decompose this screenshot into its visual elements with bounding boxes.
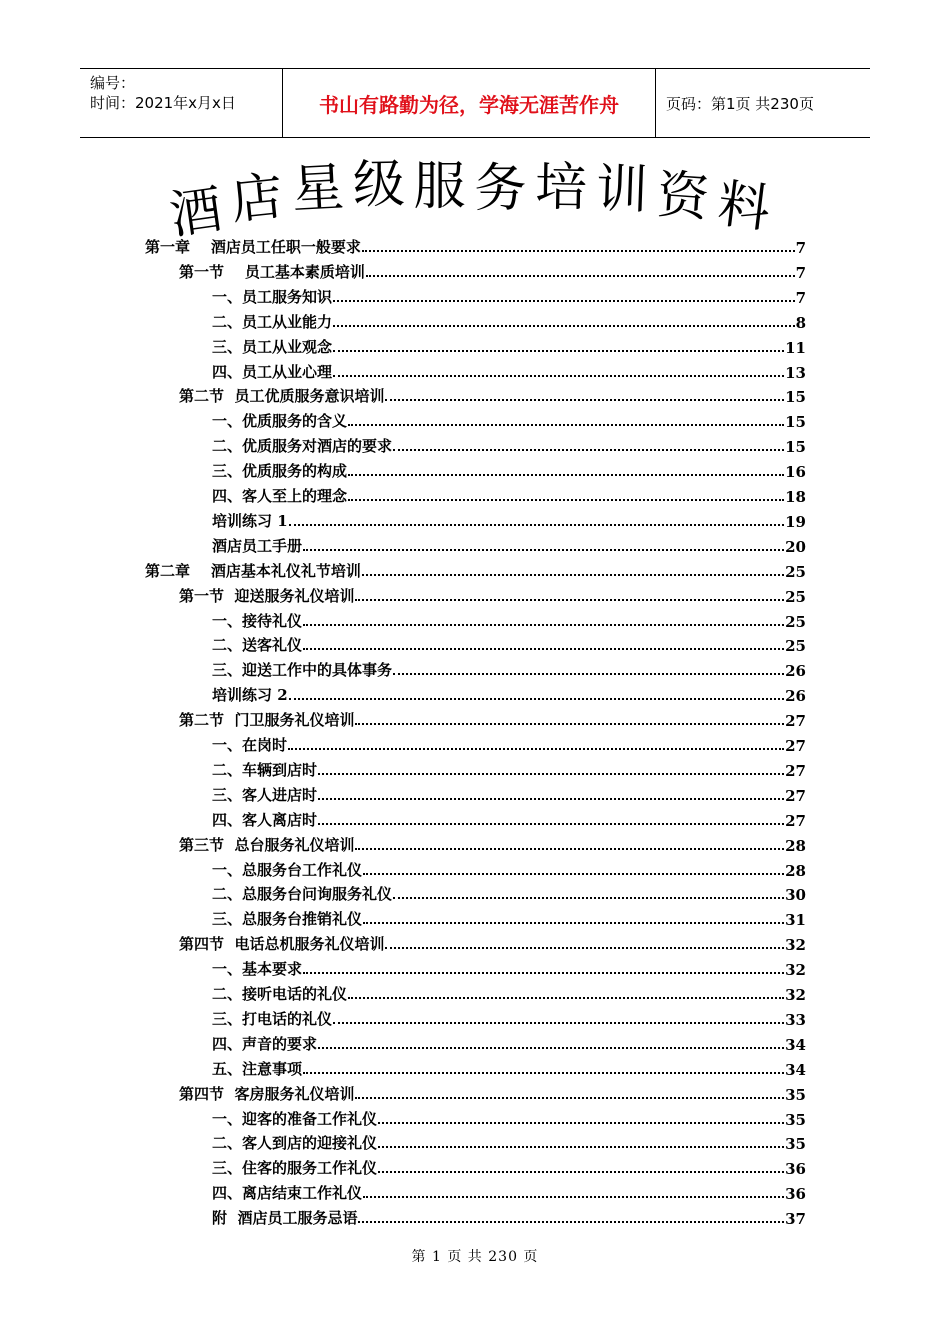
toc-entry-label: 一、总服务台工作礼仪 [212, 860, 363, 879]
toc-entry-page: 15 [785, 413, 806, 432]
toc-entry-label: 酒店员工手册 [212, 536, 303, 555]
toc-entry[interactable] [145, 557, 806, 581]
toc-entry-page: 32 [785, 986, 806, 1004]
toc-entry[interactable] [179, 831, 806, 855]
toc-entry[interactable] [212, 308, 806, 332]
toc-entry-label: 第二节 门卫服务礼仪培训 [179, 711, 355, 730]
title-char: 酒 [166, 179, 226, 247]
toc-leader-dots [362, 574, 784, 576]
toc-entry-label: 第一节 迎送服务礼仪培训 [179, 586, 355, 605]
toc-entry[interactable] [212, 407, 806, 431]
toc-entry[interactable] [212, 1030, 806, 1054]
toc-leader-dots [393, 897, 784, 899]
title-char: 服 [413, 157, 466, 217]
toc-entry-label: 第二节 员工优质服务意识培训 [179, 387, 385, 406]
title-char: 资 [654, 165, 712, 229]
toc-entry[interactable] [145, 233, 806, 257]
toc-entry-page: 32 [785, 961, 806, 980]
toc-leader-dots [303, 624, 784, 626]
toc-entry-page: 27 [785, 761, 806, 780]
toc-leader-dots [355, 723, 784, 725]
toc-entry-page: 33 [785, 1010, 806, 1029]
toc-entry-label: 四、客人离店时 [212, 810, 318, 829]
toc-entry[interactable] [212, 731, 806, 755]
toc-entry[interactable] [212, 1179, 806, 1203]
toc-entry-label: 培训练习 2 [212, 686, 288, 705]
title-char: 训 [595, 159, 650, 221]
toc-entry[interactable] [212, 980, 806, 1004]
toc-entry-label: 三、员工从业观念 [212, 337, 333, 356]
toc-entry-label: 四、离店结束工作礼仪 [212, 1184, 363, 1203]
toc-entry-label: 一、接待礼仪 [212, 611, 303, 630]
toc-entry-page: 25 [785, 587, 806, 606]
toc-entry-page: 19 [785, 512, 806, 531]
toc-entry-label: 一、员工服务知识 [212, 287, 333, 306]
toc-entry-label: 第四节 客房服务礼仪培训 [179, 1084, 355, 1103]
toc-leader-dots [385, 947, 784, 949]
toc-leader-dots [363, 1196, 784, 1198]
toc-leader-dots [288, 748, 784, 750]
toc-leader-dots [303, 972, 784, 974]
toc-entry[interactable] [212, 358, 806, 382]
toc-entry-page: 27 [785, 712, 806, 731]
toc-entry-page: 15 [785, 388, 806, 407]
toc-leader-dots [393, 449, 784, 451]
page-header [80, 68, 870, 138]
toc-entry-page: 16 [785, 463, 806, 482]
toc-entry-page: 25 [785, 612, 806, 631]
toc-leader-dots [303, 549, 784, 551]
toc-entry[interactable] [212, 283, 806, 307]
toc-entry-label: 第二章 酒店基本礼仪礼节培训 [145, 561, 361, 580]
toc-entry-page: 7 [795, 263, 806, 282]
toc-entry[interactable] [212, 806, 806, 830]
toc-entry[interactable] [212, 1055, 806, 1079]
toc-entry-page: 34 [785, 1035, 806, 1054]
toc-entry-label: 二、员工从业能力 [212, 312, 333, 331]
toc-leader-dots [363, 922, 784, 924]
toc-entry-label: 一、基本要求 [212, 960, 303, 979]
header-motto: 书山有路勤为径，学海无涯苦作舟 [282, 69, 656, 137]
toc-entry[interactable] [212, 507, 806, 531]
toc-leader-dots [348, 499, 784, 501]
toc-leader-dots [348, 424, 784, 426]
toc-entry-page: 7 [795, 239, 806, 257]
toc-entry-label: 附 酒店员工服务忌语 [212, 1209, 358, 1228]
toc-entry-page: 36 [785, 1160, 806, 1179]
toc-entry[interactable] [212, 1129, 806, 1153]
toc-entry[interactable] [212, 656, 806, 680]
toc-leader-dots [333, 375, 784, 377]
header-page-info: 页码：第1页 共230页 [666, 94, 814, 113]
toc-entry-page: 15 [785, 438, 806, 457]
toc-leader-dots [333, 325, 795, 327]
toc-leader-dots [363, 873, 784, 875]
toc-entry-label: 第三节 总台服务礼仪培训 [179, 835, 355, 854]
toc-entry[interactable] [212, 333, 806, 357]
toc-entry-page: 7 [795, 288, 806, 307]
toc-leader-dots [355, 848, 784, 850]
toc-entry-label: 三、客人进店时 [212, 785, 318, 804]
toc-entry-label: 第一节 员工基本素质培训 [179, 262, 365, 281]
toc-leader-dots [366, 275, 795, 277]
toc-entry-label: 四、声音的要求 [212, 1034, 318, 1053]
toc-entry-page: 25 [785, 637, 806, 656]
toc-entry-label: 第一章 酒店员工任职一般要求 [145, 238, 361, 256]
toc-entry[interactable] [212, 681, 806, 705]
toc-entry[interactable] [212, 457, 806, 481]
toc-leader-dots [355, 1097, 784, 1099]
title-char: 料 [714, 174, 774, 240]
toc-entry-page: 26 [785, 662, 806, 681]
toc-leader-dots [318, 773, 784, 775]
toc-entry[interactable] [212, 1204, 806, 1228]
toc-leader-dots [318, 823, 784, 825]
toc-leader-dots [358, 1221, 784, 1223]
toc-entry[interactable] [179, 930, 806, 954]
toc-leader-dots [289, 524, 784, 526]
toc-entry-page: 26 [785, 687, 806, 706]
toc-entry[interactable] [212, 781, 806, 805]
toc-leader-dots [348, 474, 784, 476]
toc-entry-page: 27 [785, 737, 806, 755]
toc-entry-page: 8 [795, 313, 806, 332]
title-char: 务 [474, 159, 527, 219]
toc-entry[interactable] [212, 607, 806, 631]
toc-entry[interactable] [212, 1154, 806, 1178]
toc-entry-page: 27 [785, 811, 806, 830]
toc-leader-dots [355, 599, 784, 601]
toc-entry[interactable] [212, 432, 806, 456]
toc-entry[interactable] [212, 1105, 806, 1129]
toc-leader-dots [318, 798, 784, 800]
toc-entry-page: 28 [785, 836, 806, 855]
toc-entry-page: 25 [785, 562, 806, 581]
toc-leader-dots [289, 698, 784, 700]
toc-entry-label: 第四节 电话总机服务礼仪培训 [179, 935, 385, 954]
title-char: 星 [290, 157, 346, 221]
toc-leader-dots [333, 300, 795, 302]
toc-leader-dots [303, 648, 784, 650]
toc-entry[interactable] [179, 382, 806, 406]
toc-entry-label: 二、送客礼仪 [212, 636, 303, 655]
doc-time-label: 时间：2021年x月x日 [90, 94, 236, 112]
page-footer: 第 1 页 共 230 页 [411, 1249, 539, 1265]
toc-entry-label: 培训练习 1 [212, 511, 288, 530]
toc-entry-page: 35 [785, 1135, 806, 1154]
toc-leader-dots [348, 997, 784, 999]
toc-entry[interactable] [212, 905, 806, 929]
toc-entry-label: 二、总服务台问询服务礼仪 [212, 885, 393, 904]
toc-leader-dots [385, 399, 784, 401]
toc-entry[interactable] [179, 1080, 806, 1104]
title-char: 级 [352, 154, 406, 216]
toc-entry-page: 37 [785, 1210, 806, 1229]
toc-entry-label: 三、打电话的礼仪 [212, 1009, 333, 1028]
toc-entry[interactable] [179, 258, 806, 282]
toc-entry-page: 31 [785, 911, 806, 930]
toc-entry-page: 13 [785, 363, 806, 382]
toc-entry[interactable] [212, 856, 806, 880]
toc-entry[interactable] [179, 706, 806, 730]
toc-entry[interactable] [212, 482, 806, 506]
toc-entry-label: 一、优质服务的含义 [212, 412, 348, 431]
toc-entry-page: 36 [785, 1185, 806, 1204]
document-title [166, 150, 774, 247]
toc-entry-page: 28 [785, 861, 806, 880]
toc-entry-label: 二、接听电话的礼仪 [212, 985, 348, 1003]
toc-leader-dots [303, 1072, 784, 1074]
toc-entry-label: 一、迎客的准备工作礼仪 [212, 1109, 378, 1128]
title-char: 店 [227, 166, 286, 232]
toc-entry-page: 35 [785, 1110, 806, 1129]
toc-entry-label: 三、住客的服务工作礼仪 [212, 1159, 378, 1178]
toc-entry-page: 11 [785, 338, 806, 357]
toc-entry[interactable] [212, 955, 806, 979]
toc-leader-dots [333, 1022, 784, 1024]
toc-entry-label: 三、优质服务的构成 [212, 462, 348, 481]
toc-leader-dots [362, 250, 795, 252]
toc-entry-page: 27 [785, 786, 806, 805]
toc-entry[interactable] [212, 532, 806, 556]
toc-entry-label: 四、员工从业心理 [212, 362, 333, 381]
toc-entry-page: 34 [785, 1060, 806, 1079]
header-meta [80, 69, 282, 137]
toc-entry-page: 20 [785, 537, 806, 556]
toc-entry-label: 三、迎送工作中的具体事务 [212, 661, 393, 680]
toc-entry[interactable] [212, 1005, 806, 1029]
toc-leader-dots [378, 1171, 784, 1173]
toc-entry[interactable] [212, 631, 806, 655]
toc-entry-label: 三、总服务台推销礼仪 [212, 910, 363, 929]
toc-leader-dots [393, 673, 784, 675]
title-char: 培 [534, 157, 588, 219]
toc-entry-label: 一、在岗时 [212, 736, 288, 754]
toc-entry-label: 四、客人至上的理念 [212, 487, 348, 505]
toc-leader-dots [378, 1146, 784, 1148]
toc-entry-page: 18 [785, 488, 806, 506]
toc-entry-label: 五、注意事项 [212, 1059, 303, 1078]
toc-entry-label: 二、客人到店的迎接礼仪 [212, 1134, 378, 1153]
toc-entry-page: 30 [785, 886, 806, 905]
toc-entry-page: 32 [785, 936, 806, 955]
toc-leader-dots [378, 1122, 784, 1124]
doc-number-label: 编号： [90, 74, 136, 92]
toc-entry-label: 二、优质服务对酒店的要求 [212, 437, 393, 456]
toc-entry-label: 二、车辆到店时 [212, 760, 318, 779]
toc-leader-dots [318, 1047, 784, 1049]
toc-entry[interactable] [212, 756, 806, 780]
toc-entry[interactable] [179, 582, 806, 606]
toc-entry[interactable] [212, 880, 806, 904]
toc-leader-dots [333, 350, 784, 352]
toc-entry-page: 35 [785, 1085, 806, 1104]
